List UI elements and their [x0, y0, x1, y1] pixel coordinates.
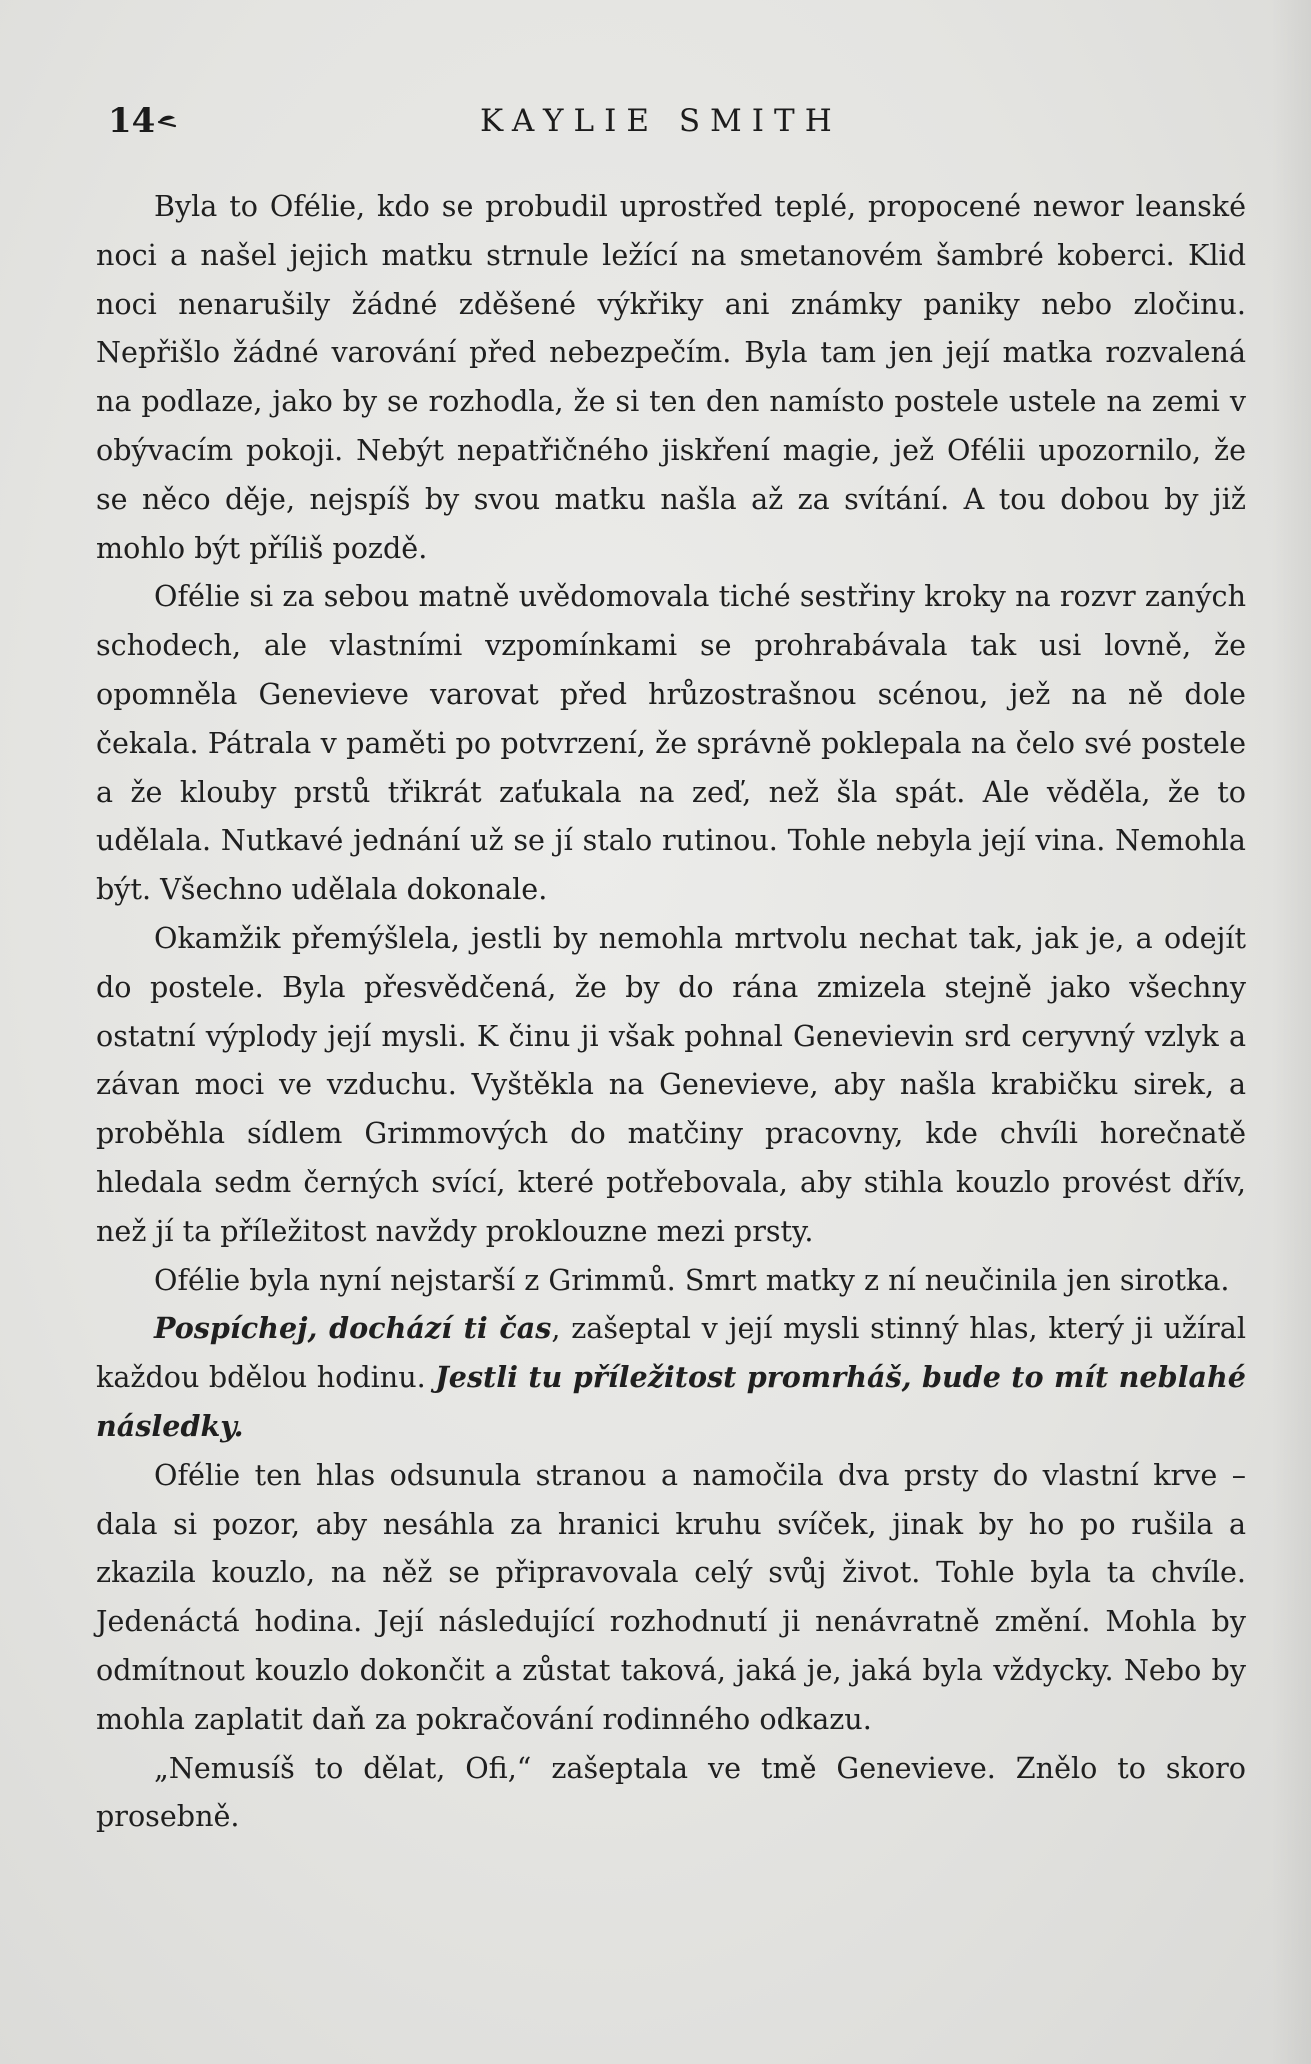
body-text: [96, 182, 1246, 1841]
paragraph: [96, 1744, 1246, 1842]
text-line: prosebně.: [96, 1799, 240, 1834]
paragraph: [96, 572, 1246, 914]
text-line: krabičku sirek, a proběhla sídlem Grimmových do matčiny pracovny, kde: [96, 1067, 1246, 1151]
paragraph: [96, 1256, 1246, 1305]
text-line: Okamžik přemýšlela, jestli by nemohla mrtvolu nechat tak, jak je,: [154, 920, 1136, 955]
text-line: rušila a zkazila kouzlo, na něž se připravovala celý svůj život. Tohle byla ta: [96, 1506, 1246, 1590]
text-line: až za svítání. A tou dobou by již mohlo být příliš pozdě.: [96, 481, 1246, 565]
text-line: leanské noci a našel jejich matku strnule ležící na smetanovém šambré: [96, 189, 1247, 272]
text-line: na čelo své postele a že klouby prstů třikrát zaťukala na zeď, než šla spát.: [96, 725, 1246, 809]
page-header: [108, 96, 1228, 146]
text-line: zaných schodech, ale vlastními vzpomínkami se prohrabávala tak usi: [96, 579, 1246, 663]
text-line: Byla to Ofélie, kdo se probudil uprostřed teplé, propocené newor: [154, 189, 1124, 223]
text-line: ceryvný vzlyk a závan moci ve vzduchu. Vyštěkla na Genevieve, aby našla: [96, 1018, 1246, 1102]
page-edge-shadow: [1271, 0, 1311, 2064]
paragraph: [96, 182, 1246, 572]
paragraph: [96, 914, 1246, 1256]
page-number: 14: [108, 101, 156, 141]
text-line: Mohla by odmítnout kouzlo dokončit a zůstat taková, jaká je, jaká byla: [96, 1604, 1246, 1687]
text-line: matka rozvalená na podlaze, jako by se rozhodla, že si ten den namísto: [96, 335, 1247, 419]
text-line: koberci. Klid noci nenarušily žádné zděšené výkřiky ani známky paniky: [96, 237, 1246, 321]
text-line: krve – dala si pozor, aby nesáhla za hranici kruhu svíček, jinak by ho po: [96, 1457, 1246, 1541]
text-line: postele ustele na zemi v obývacím pokoji. Nebýt nepatřičného jiskření: [96, 384, 1246, 467]
text-line: všechny ostatní výplody její mysli. K činu ji však pohnal Genevievin srd: [96, 969, 1246, 1053]
leaf-ornament-icon: [156, 110, 178, 132]
text-line: Ofélie si za sebou matně uvědomovala tiché sestřiny kroky na rozvr: [154, 579, 1136, 614]
running-head: KAYLIE SMITH: [480, 103, 842, 139]
text-line: magie, jež Ofélii upozornilo, že se něco děje, nejspíš by svou matku našla: [96, 432, 1247, 516]
text-line: nebyla její vina. Nemohla být. Všechno udělala dokonale.: [96, 823, 1246, 907]
text-line: Ofélie byla nyní nejstarší z Grimmů. Smrt matky z ní neučinila jen: [154, 1262, 1120, 1297]
paragraph-italic-voice: [96, 1304, 1246, 1450]
text-line: na ně dole čekala. Pátrala v paměti po potvrzení, že správně poklepala: [96, 676, 1246, 760]
text-span: , zašeptal v její mysli stinný hlas, který ji užíral každou bdělou hodinu.: [96, 1311, 1246, 1395]
text-line: nebo zločinu. Nepřišlo žádné varování před nebezpečím. Byla tam jen její: [96, 286, 1246, 370]
italic-text: Pospíchej, dochází ti čas: [154, 1311, 552, 1346]
text-line: „Nemusíš to dělat, Ofi,“ zašeptala ve tmě Genevieve. Znělo to skoro: [154, 1750, 1246, 1785]
text-line: Ale věděla, že to udělala. Nutkavé jednání už se jí stalo rutinou. Tohle: [96, 774, 1246, 858]
text-line: Ofélie ten hlas odsunula stranou a namočila dva prsty do vlastní: [154, 1457, 1154, 1492]
text-line: chvíle. Jedenáctá hodina. Její následující rozhodnutí ji nenávratně změní.: [96, 1555, 1246, 1639]
text-line: a odejít do postele. Byla přesvědčená, že by do rána zmizela stejně jako: [96, 920, 1246, 1004]
paragraph: [96, 1451, 1246, 1744]
text-line: chvíli horečnatě hledala sedm černých svící, které potřebovala, aby stihla: [96, 1116, 1247, 1199]
text-line: vždycky. Nebo by mohla zaplatit daň za pokračování rodinného odkazu.: [96, 1652, 1247, 1736]
italic-text: Jestli tu příležitost promrháš, bude to mít neblahé následky.: [96, 1360, 1246, 1443]
text-line: kouzlo provést dřív, než jí ta příležitost navždy proklouzne mezi prsty.: [96, 1164, 1246, 1248]
text-line: sirotka.: [1119, 1262, 1230, 1297]
text-line: lovně, že opomněla Genevieve varovat před hrůzostrašnou scénou, jež: [96, 628, 1247, 711]
